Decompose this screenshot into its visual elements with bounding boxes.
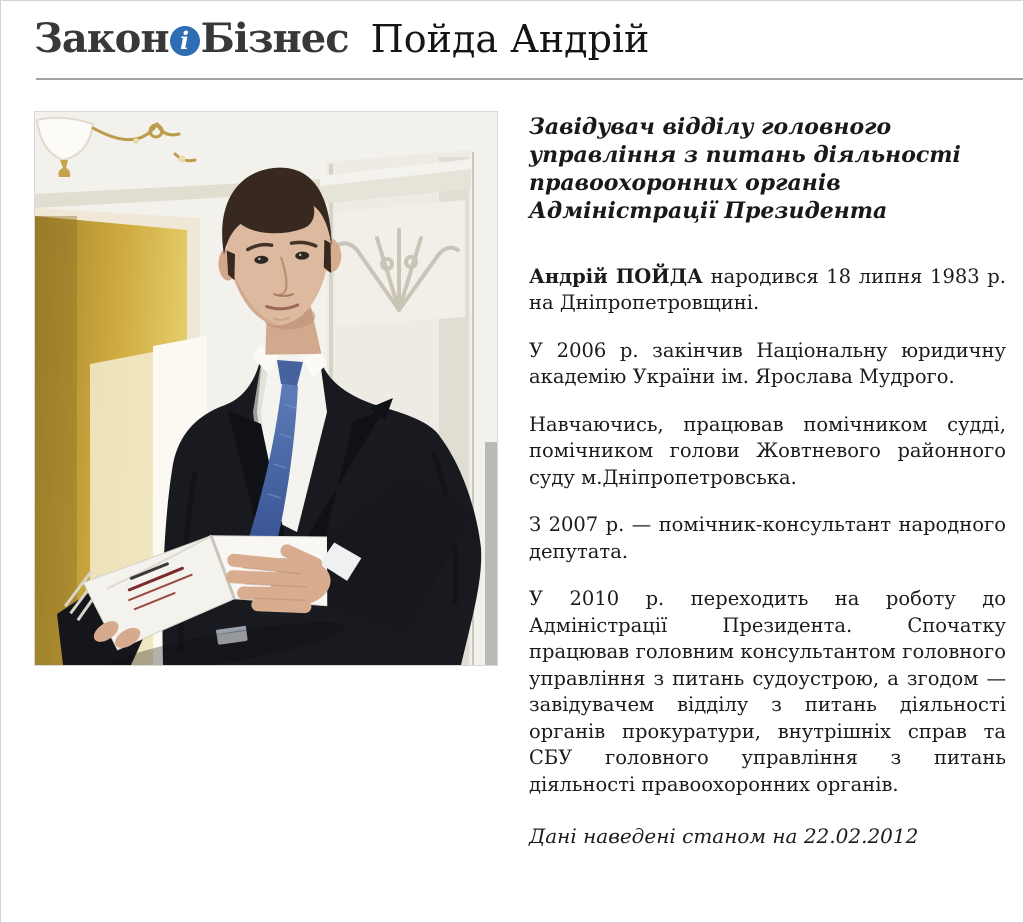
data-as-of-note: Дані наведені станом на 22.02.2012 bbox=[529, 824, 919, 849]
bio-paragraph-education: У 2006 р. закінчив Національну юридичну академію України ім. Ярослава Мудрого. bbox=[529, 338, 1006, 389]
position-heading: Завідувач відділу головного управління з питань діяльності правоохоронних органів Адміністрації Президента bbox=[529, 114, 961, 225]
header-divider bbox=[36, 78, 1023, 80]
profile-photo bbox=[34, 111, 498, 666]
photo-illustration bbox=[35, 112, 497, 665]
person-name: Андрій ПОЙДА bbox=[529, 264, 703, 288]
bio-paragraph-court-work: Навчаючись, працював помічником судді, помічником голови Жовтневого районного суду м.Дніпропетровська. bbox=[529, 412, 1006, 489]
bio-column bbox=[529, 113, 1006, 848]
logo-text-zakon: Закон bbox=[34, 15, 169, 62]
site-logo[interactable] bbox=[34, 15, 349, 62]
logo-text-biznes: Бізнес bbox=[200, 15, 349, 62]
page-header bbox=[34, 15, 1023, 62]
bio-paragraph-2010: У 2010 р. переходить на роботу до Адміністрації Президента. Спочатку працював головним консультантом головного управління з питань судоустрою, а згодом — завідувачем відділу з питань діяльності органів прокуратури, внутрішніх справ та СБУ головного управління з питань діяльності правоохоронних органів. bbox=[529, 587, 1006, 796]
logo-i-circle-icon bbox=[170, 26, 200, 56]
page-title: Пойда Андрій bbox=[370, 17, 650, 61]
bio-paragraph-2007: З 2007 р. — помічник-консультант народного депутата. bbox=[529, 513, 1006, 563]
logo-circle-letter: і bbox=[180, 26, 190, 55]
bio-paragraph-birth: Андрій ПОЙДА народився 18 липня 1983 р. на Дніпропетровщині. bbox=[529, 264, 1006, 315]
